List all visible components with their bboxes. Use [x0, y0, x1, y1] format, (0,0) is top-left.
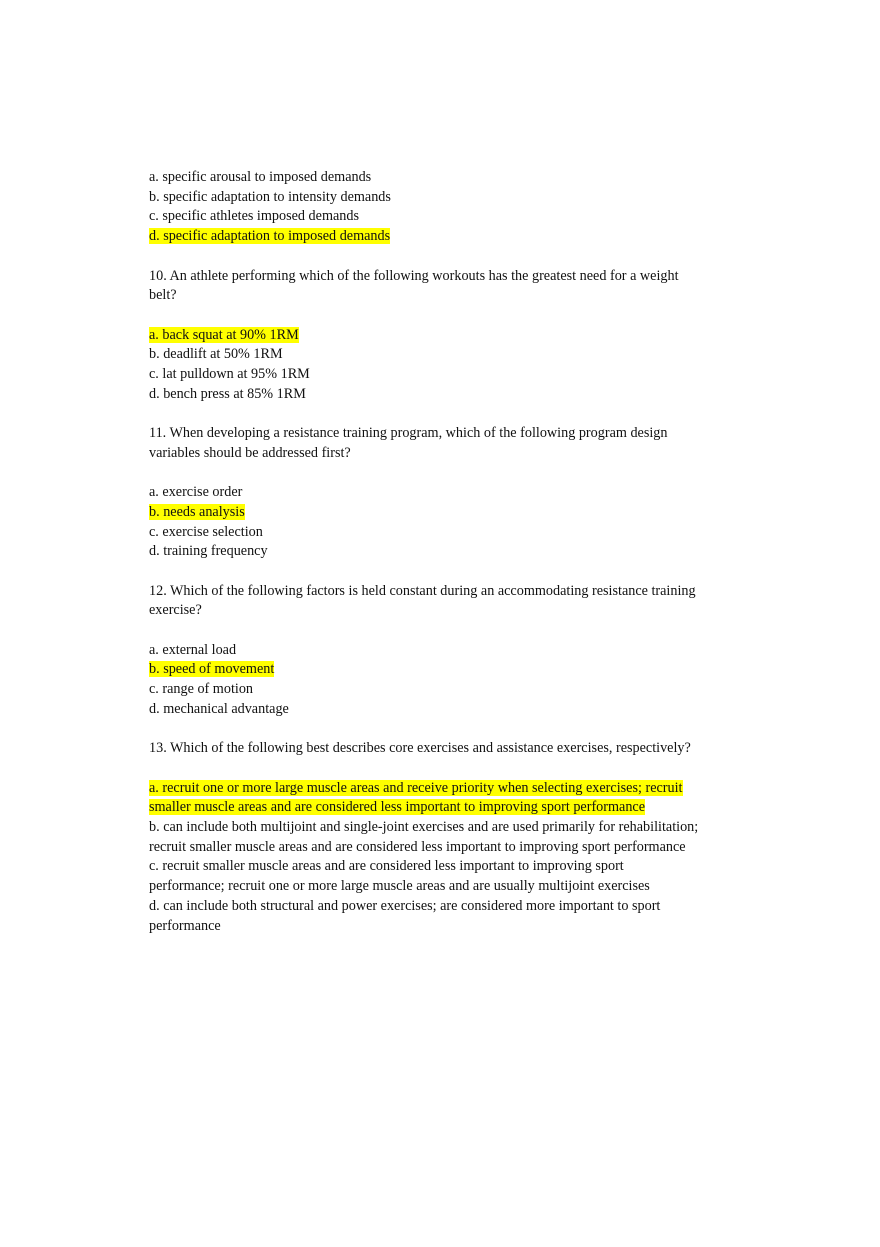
q12-question-line1: 12. Which of the following factors is held constant during an accommodating resistance training [149, 582, 696, 599]
q12-option-d: d. mechanical advantage [149, 700, 289, 717]
q10-question-line2: belt? [149, 287, 177, 304]
q13-option-b-line1: b. can include both multijoint and single-joint exercises and are used primarily for rehabilitation; [149, 819, 699, 836]
question-9-options [149, 168, 749, 247]
q13-option-b-line2: recruit smaller muscle areas and are considered less important to improving sport performance [149, 838, 686, 855]
q12-option-b-highlighted: b. speed of movement [149, 661, 275, 678]
q13-option-a-line1-highlighted: a. recruit one or more large muscle areas and receive priority when selecting exercises; recruit [149, 779, 683, 796]
q10-question-line1: 10. An athlete performing which of the following workouts has the greatest need for a weight [149, 267, 679, 284]
q13-question-line1: 13. Which of the following best describes core exercises and assistance exercises, respectively? [149, 740, 691, 757]
q10-option-d: d. bench press at 85% 1RM [149, 385, 306, 402]
q9-option-b: b. specific adaptation to intensity demands [149, 188, 391, 205]
question-10 [149, 267, 749, 405]
question-12 [149, 582, 749, 720]
q11-question-line1: 11. When developing a resistance training program, which of the following program design [149, 425, 668, 442]
q12-option-c: c. range of motion [149, 681, 254, 698]
quiz-content [149, 168, 749, 936]
q10-option-a-highlighted: a. back squat at 90% 1RM [149, 326, 299, 343]
q11-question-line2: variables should be addressed first? [149, 444, 351, 461]
q13-option-c-line1: c. recruit smaller muscle areas and are considered less important to improving sport [149, 858, 624, 875]
q11-option-c: c. exercise selection [149, 523, 263, 540]
q13-option-d-line2: performance [149, 917, 221, 934]
question-13 [149, 739, 749, 936]
q10-option-c: c. lat pulldown at 95% 1RM [149, 366, 310, 382]
q12-option-a: a. external load [149, 641, 237, 658]
q13-option-c-line2: performance; recruit one or more large muscle areas and are usually multijoint exercises [149, 878, 650, 895]
q9-option-d-highlighted: d. specific adaptation to imposed demands [149, 228, 391, 245]
q11-option-a: a. exercise order [149, 484, 243, 501]
q13-option-a-line2-highlighted: smaller muscle areas and are considered less important to improving sport performance [149, 799, 646, 816]
q9-option-c: c. specific athletes imposed demands [149, 208, 359, 225]
q9-option-a: a. specific arousal to imposed demands [149, 169, 372, 185]
q10-option-b: b. deadlift at 50% 1RM [149, 346, 283, 363]
q12-question-line2: exercise? [149, 602, 202, 619]
question-11 [149, 424, 749, 562]
q13-option-d-line1: d. can include both structural and power exercises; are considered more important to sport [149, 897, 661, 914]
q11-option-b-highlighted: b. needs analysis [149, 503, 245, 520]
q11-option-d: d. training frequency [149, 543, 268, 560]
